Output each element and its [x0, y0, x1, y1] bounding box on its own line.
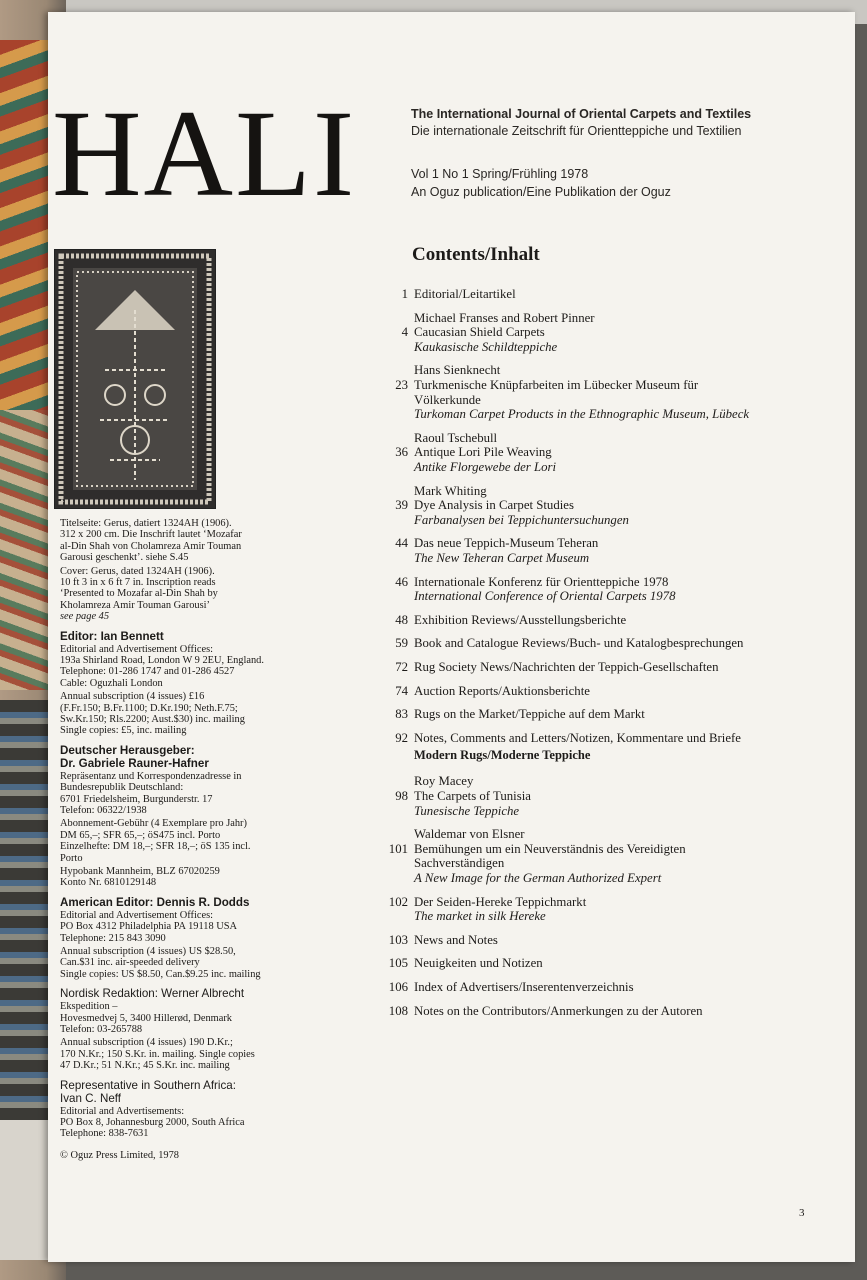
credits-line: DM 65,–; SFR 65,–; öS475 incl. Porto — [60, 829, 221, 841]
credits-line: PO Box 4312 Philadelphia PA 19118 USA — [60, 921, 238, 933]
page-number: 3 — [799, 1207, 805, 1219]
toc-page-number: 101 — [388, 841, 408, 856]
toc-page-number: 4 — [401, 325, 408, 340]
toc-subtitle: The market in silk Hereke — [414, 909, 546, 924]
credits-line: Konto Nr. 6810129148 — [60, 877, 157, 889]
toc-title: Caucasian Shield Carpets — [414, 325, 545, 340]
toc-author: Waldemar von Elsner — [414, 827, 525, 842]
credits-line: Porto — [60, 852, 83, 864]
toc-title: Sachverständigen — [414, 856, 505, 871]
volume-info: Vol 1 No 1 Spring/Frühling 1978 — [411, 167, 589, 181]
section-heading-modern-rugs: Modern Rugs/Moderne Teppiche — [414, 748, 591, 762]
toc-title: Notes on the Contributors/Anmerkungen zu der Autoren — [414, 1003, 703, 1018]
credits-line: Cover: Gerus, dated 1324AH (1906). — [60, 565, 215, 577]
toc-title: Neuigkeiten und Notizen — [414, 956, 543, 971]
toc-title: Völkerkunde — [414, 392, 481, 407]
toc-title: Rug Society News/Nachrichten der Teppich-Gesellschaften — [414, 660, 719, 674]
credits-line: Representative in Southern Africa: — [60, 1078, 236, 1092]
toc-title: Bemühungen um ein Neuverständnis des Vereidigten — [414, 841, 686, 856]
masthead-title: HALI — [52, 85, 357, 222]
credits-line: ‘Presented to Mozafar al-Din Shah by — [60, 588, 218, 600]
toc-page-number: 23 — [395, 377, 408, 392]
credits-line: (F.Fr.150; B.Fr.1100; D.Kr.190; Neth.F.75; — [60, 702, 238, 714]
toc-subtitle: Kaukasische Schildteppiche — [414, 339, 558, 354]
credits-line: Telephone: 01-286 1747 and 01-286 4527 — [60, 666, 235, 678]
credits-line: PO Box 8, Johannesburg 2000, South Africa — [60, 1117, 245, 1128]
toc-subtitle: Farbanalysen bei Teppichuntersuchungen — [414, 512, 629, 527]
credits-line: Single copies: US $8.50, Can.$9.25 inc. mailing — [60, 968, 261, 980]
toc-subtitle: Tunesische Teppiche — [414, 803, 520, 818]
credits-line: 10 ft 3 in x 6 ft 7 in. Inscription reads — [60, 577, 216, 588]
credits-line: Sw.Kr.150; Rls.2200; Aust.$30) inc. mailing — [60, 714, 245, 725]
credits-line: Telefon: 03-265788 — [60, 1024, 143, 1035]
toc-page-number: 92 — [395, 730, 408, 745]
toc-author: Mark Whiting — [414, 483, 487, 498]
toc-title: Turkmenische Knüpfarbeiten im Lübecker Museum für — [414, 377, 699, 392]
credits-line: Nordisk Redaktion: Werner Albrecht — [60, 987, 245, 1001]
toc-page-number: 102 — [388, 894, 408, 909]
toc-page-number: 46 — [395, 574, 408, 589]
credits-line: Bundesrepublik Deutschland: — [60, 782, 184, 794]
toc-subtitle: Antike Florgewebe der Lori — [414, 459, 557, 474]
toc-author: Michael Franses and Robert Pinner — [414, 310, 595, 325]
credits-line: Einzelhefte: DM 18,–; SFR 18,–; öS 135 incl. — [60, 841, 251, 853]
credits-line: 170 N.Kr.; 150 S.Kr. in. mailing. Single copies — [60, 1048, 255, 1060]
credits-line: Editorial and Advertisement Offices: — [60, 643, 214, 655]
toc-subtitle: The New Teheran Carpet Museum — [414, 550, 590, 565]
toc-author: Raoul Tschebull — [414, 430, 498, 445]
credits-line: Can.$31 inc. air-speeded delivery — [60, 957, 200, 969]
toc-page-number: 103 — [388, 932, 408, 947]
toc-title: Index of Advertisers/Inserentenverzeichnis — [414, 980, 634, 994]
toc-author: Hans Sienknecht — [414, 363, 501, 378]
toc-page-number: 105 — [388, 956, 408, 971]
credits-line: Telephone: 838-7631 — [60, 1128, 149, 1140]
toc-title: Internationale Konferenz für Orientteppiche 1978 — [414, 574, 669, 589]
credits-line: Kholamreza Amir Touman Garousi’ — [60, 599, 210, 611]
credits-line: Telefon: 06322/1938 — [60, 805, 147, 816]
credits-line: Hypobank Mannheim, BLZ 67020259 — [60, 866, 220, 877]
credits-line: see page 45 — [60, 611, 110, 623]
credits-line: Editorial and Advertisement Offices: — [60, 909, 214, 921]
toc-subtitle: Turkoman Carpet Products in the Ethnographic Museum, Lübeck — [414, 407, 750, 422]
credits-line: Deutscher Herausgeber: — [60, 743, 195, 757]
publisher-info: An Oguz publication/Eine Publikation der Oguz — [411, 185, 671, 199]
credits-line: Editor: Ian Bennett — [60, 629, 164, 643]
toc-author: Roy Macey — [414, 774, 474, 789]
toc-page-number: 72 — [395, 660, 408, 674]
credits-line: Abonnement-Gebühr (4 Exemplare pro Jahr) — [60, 818, 247, 830]
credits-line: 193a Shirland Road, London W 9 2EU, England. — [60, 655, 264, 666]
credits-line: 6701 Friedelsheim, Burgunderstr. 17 — [60, 793, 213, 805]
credits-line: Editorial and Advertisements: — [60, 1105, 185, 1117]
credits-line: Telephone: 215 843 3090 — [60, 932, 166, 944]
toc-subtitle: International Conference of Oriental Carpets 1978 — [414, 589, 676, 604]
toc-page-number: 98 — [395, 788, 408, 803]
toc-page-number: 74 — [395, 683, 408, 698]
cover-carpet-image — [54, 249, 216, 509]
toc-title: Auction Reports/Auktionsberichte — [414, 683, 590, 698]
credits-line: Garousi geschenkt’. siehe S.45 — [60, 552, 189, 564]
contents-heading: Contents/Inhalt — [412, 244, 540, 265]
toc-page-number: 44 — [395, 536, 408, 551]
toc-title: Exhibition Reviews/Ausstellungsberichte — [414, 612, 627, 627]
toc-title: Rugs on the Market/Teppiche auf dem Markt — [414, 707, 645, 722]
toc-title: Dye Analysis in Carpet Studies — [414, 498, 574, 513]
toc-title: Book and Catalogue Reviews/Buch- und Katalogbesprechungen — [414, 636, 744, 651]
credits-line: Dr. Gabriele Rauner-Hafner — [60, 756, 209, 770]
toc-title: The Carpets of Tunisia — [414, 788, 531, 803]
toc-page-number: 39 — [395, 498, 408, 513]
toc-title: Der Seiden-Hereke Teppichmarkt — [414, 894, 587, 909]
credits-line: al-Din Shah von Cholamreza Amir Touman — [60, 540, 242, 552]
toc-title: Notes, Comments and Letters/Notizen, Kommentare und Briefe — [414, 730, 741, 745]
toc-title: News and Notes — [414, 932, 498, 947]
toc-page-number: 83 — [395, 707, 408, 722]
credits-line: © Oguz Press Limited, 1978 — [60, 1149, 180, 1161]
credits-line: Annual subscription (4 issues) 190 D.Kr.; — [60, 1037, 233, 1049]
toc-subtitle: A New Image for the German Authorized Expert — [414, 870, 662, 885]
toc-page-number: 48 — [395, 612, 408, 627]
toc-title: Das neue Teppich-Museum Teheran — [414, 536, 599, 551]
toc-page-number: 36 — [395, 445, 408, 460]
credits-line: Annual subscription (4 issues) £16 — [60, 691, 205, 703]
credits-line: 312 x 200 cm. Die Inschrift lautet ‘Mozafar — [60, 529, 242, 541]
credits-line: Ivan C. Neff — [60, 1091, 122, 1105]
toc-page-number: 59 — [395, 636, 408, 651]
credits-line: American Editor: Dennis R. Dodds — [60, 895, 250, 909]
credits-line: Single copies: £5, inc. mailing — [60, 725, 187, 737]
credits-line: Titelseite: Gerus, datiert 1324AH (1906). — [60, 518, 232, 529]
journal-title-de: Die internationale Zeitschrift für Orientteppiche und Textilien — [411, 124, 742, 138]
credits-line: Repräsentanz und Korrespondenzadresse in — [60, 770, 242, 782]
journal-title-en: The International Journal of Oriental Carpets and Textiles — [411, 107, 752, 121]
toc-title: Editorial/Leitartikel — [414, 287, 516, 301]
toc-title: Antique Lori Pile Weaving — [414, 445, 552, 460]
credits-line: 47 D.Kr.; 51 N.Kr.; 45 S.Kr. inc. mailing — [60, 1060, 230, 1072]
credits-line: Hovesmedvej 5, 3400 Hillerød, Denmark — [60, 1012, 232, 1024]
toc-page-number: 1 — [401, 287, 408, 301]
toc-page-number: 106 — [388, 980, 408, 994]
credits-line: Ekspedition – — [60, 1001, 118, 1013]
credits-line: Cable: Oguzhali London — [60, 677, 163, 689]
credits-line: Annual subscription (4 issues) US $28.50, — [60, 946, 236, 957]
toc-page-number: 108 — [388, 1003, 408, 1018]
